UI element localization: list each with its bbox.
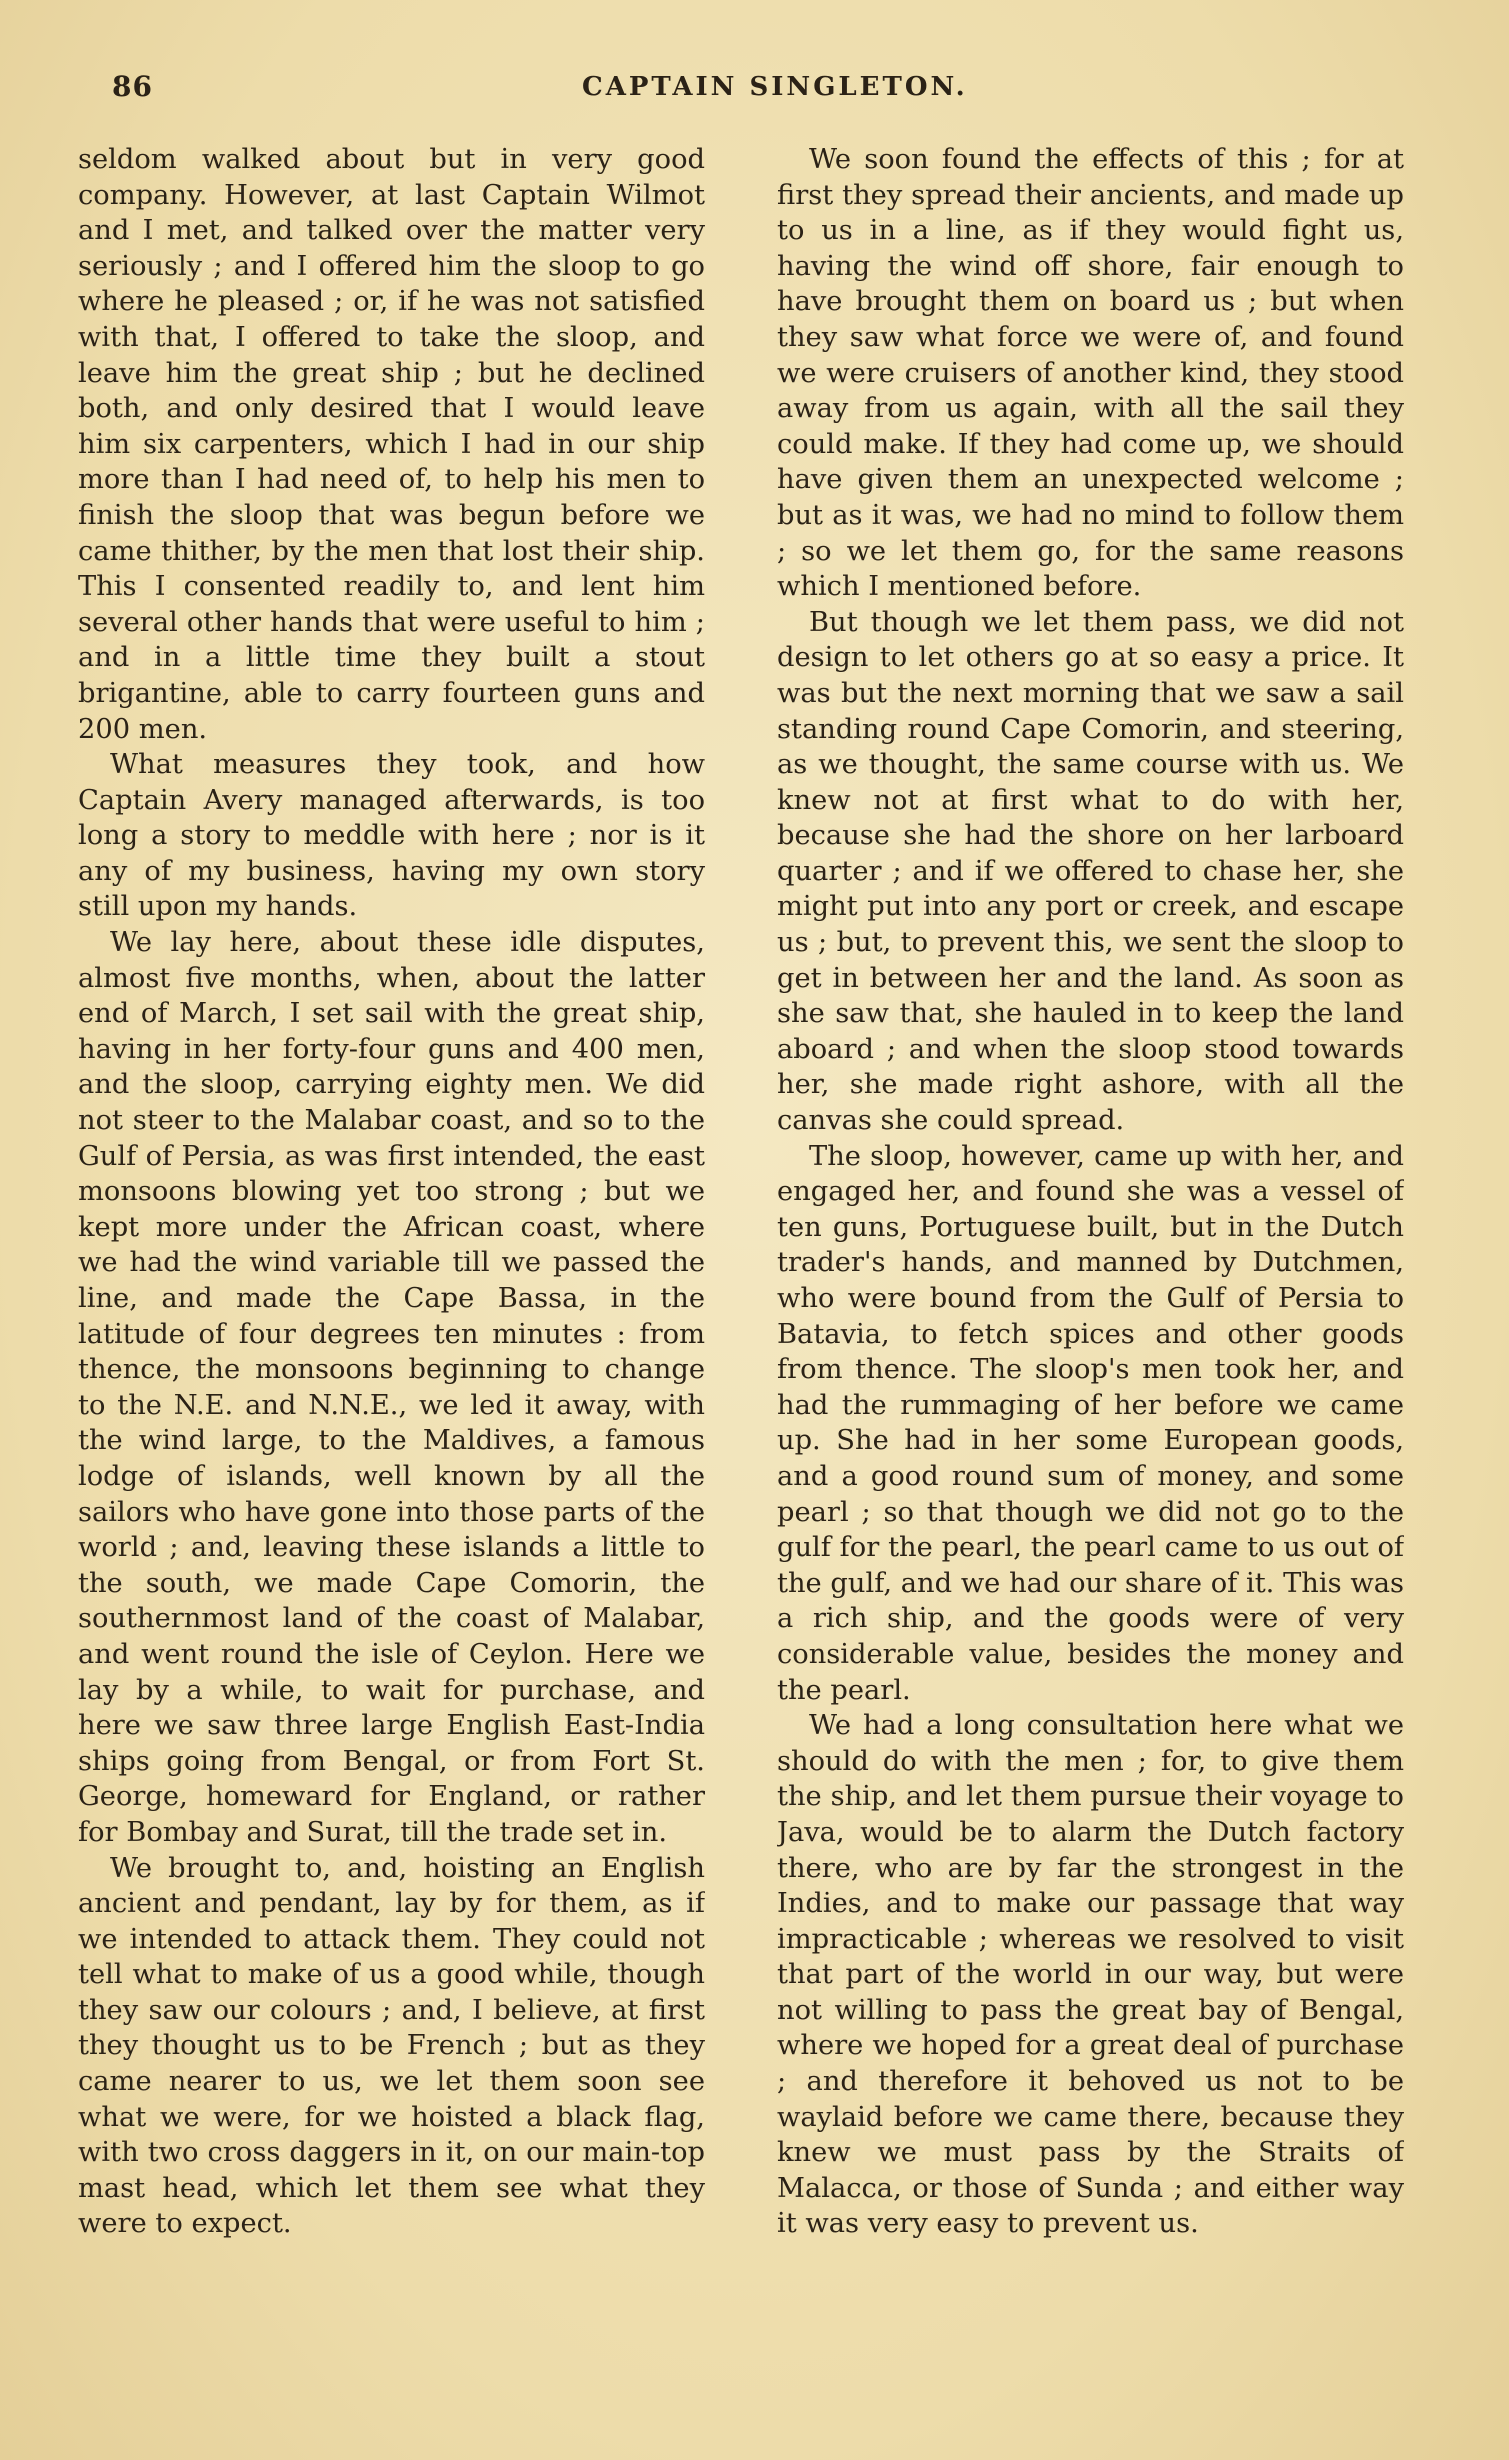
right-column (777, 142, 1404, 2407)
paragraph: The sloop, however, came up with her, and engaged her, and found she was a vessel of ten guns, Portuguese built, but in the Dutch trader's hands, and manned by Dutchmen, who were bound from the Gulf of Persia to Batavia, to fetch spices and other goods from thence. The sloop's men took her, and had the rummaging of her before we came up. She had in her some European goods, and a good round sum of money, and some pearl ; so that though we did not go to the gulf for the pearl, the pearl came to us out of the gulf, and we had our share of it. This was a rich ship, and the goods were of very considerable value, besides the money and the pearl. (777, 1140, 1404, 1706)
page-header (112, 70, 1429, 110)
paragraph: We lay here, about these idle disputes, almost five months, when, about the latter end of March, I set sail with the great ship, having in her forty-four guns and 400 men, and the sloop, carrying eighty men. We did not steer to the Malabar coast, and so to the Gulf of Persia, as was first intended, the east monsoons blowing yet too strong ; but we kept more under the African coast, where we had the wind variable till we passed the line, and made the Cape Bassa, in the latitude of four degrees ten minutes : from thence, the monsoons beginning to change to the N.E. and N.N.E., we led it away, with the wind large, to the Maldives, a famous lodge of islands, well known by all the sailors who have gone into those parts of the world ; and, leaving these islands a little to the south, we made Cape Comorin, the southernmost land of the coast of Malabar, and went round the isle of Ceylon. Here we lay by a while, to wait for purchase, and here we saw three large English East-India ships going from Bengal, or from Fort St. George, homeward for England, or rather for Bombay and Surat, till the trade set in. (78, 927, 705, 1848)
paragraph: We brought to, and, hoisting an English ancient and pendant, lay by for them, as if we intended to attack them. They could not tell what to make of us a good while, though they saw our colours ; and, I believe, at first they thought us to be French ; but as they came nearer to us, we let them soon see what we were, for we hoisted a black flag, with two cross daggers in it, on our main-top mast head, which let them see what they were to expect. (78, 1852, 705, 2240)
left-column (78, 142, 705, 2407)
running-title: CAPTAIN SINGLETON. (582, 72, 968, 102)
paragraph: But though we let them pass, we did not design to let others go at so easy a price. It was but the next morning that we saw a sail standing round Cape Comorin, and steering, as we thought, the same course with us. We knew not at first what to do with her, because she had the shore on her larboard quarter ; and if we offered to chase her, she might put into any port or creek, and escape us ; but, to prevent this, we sent the sloop to get in between her and the land. As soon as she saw that, she hauled in to keep the land aboard ; and when the sloop stood towards her, she made right ashore, with all the canvas she could spread. (777, 606, 1404, 1137)
paragraph: We had a long consultation here what we should do with the men ; for, to give them the ship, and let them pursue their voyage to Java, would be to alarm the Dutch factory there, who are by far the strongest in the Indies, and to make our passage that way impracticable ; whereas we resolved to visit that part of the world in our way, but were not willing to pass the great bay of Bengal, where we hoped for a great deal of purchase ; and therefore it behoved us not to be waylaid before we came there, because they knew we must pass by the Straits of Malacca, or those of Sunda ; and either way it was very easy to prevent us. (777, 1710, 1404, 2240)
paragraph: seldom walked about but in very good company. However, at last Captain Wilmot and I met, and talked over the matter very seriously ; and I offered him the sloop to go where he pleased ; or, if he was not satisfied with that, I offered to take the sloop, and leave him the great ship ; but he declined both, and only desired that I would leave him six carpenters, which I had in our ship more than I had need of, to help his men to finish the sloop that was begun before we came thither, by the men that lost their ship. This I consented readily to, and lent him several other hands that were useful to him ; and in a little time they built a stout brigantine, able to carry fourteen guns and 200 men. (78, 144, 705, 745)
paragraph: We soon found the effects of this ; for at first they spread their ancients, and made up to us in a line, as if they would fight us, having the wind off shore, fair enough to have brought them on board us ; but when they saw what force we were of, and found we were cruisers of another kind, they stood away from us again, with all the sail they could make. If they had come up, we should have given them an unexpected welcome ; but as it was, we had no mind to follow them ; so we let them go, for the same reasons which I mentioned before. (777, 144, 1404, 603)
paragraph: What measures they took, and how Captain Avery managed afterwards, is too long a story to meddle with here ; nor is it any of my business, having my own story still upon my hands. (78, 749, 705, 923)
page-number: 86 (112, 70, 153, 103)
